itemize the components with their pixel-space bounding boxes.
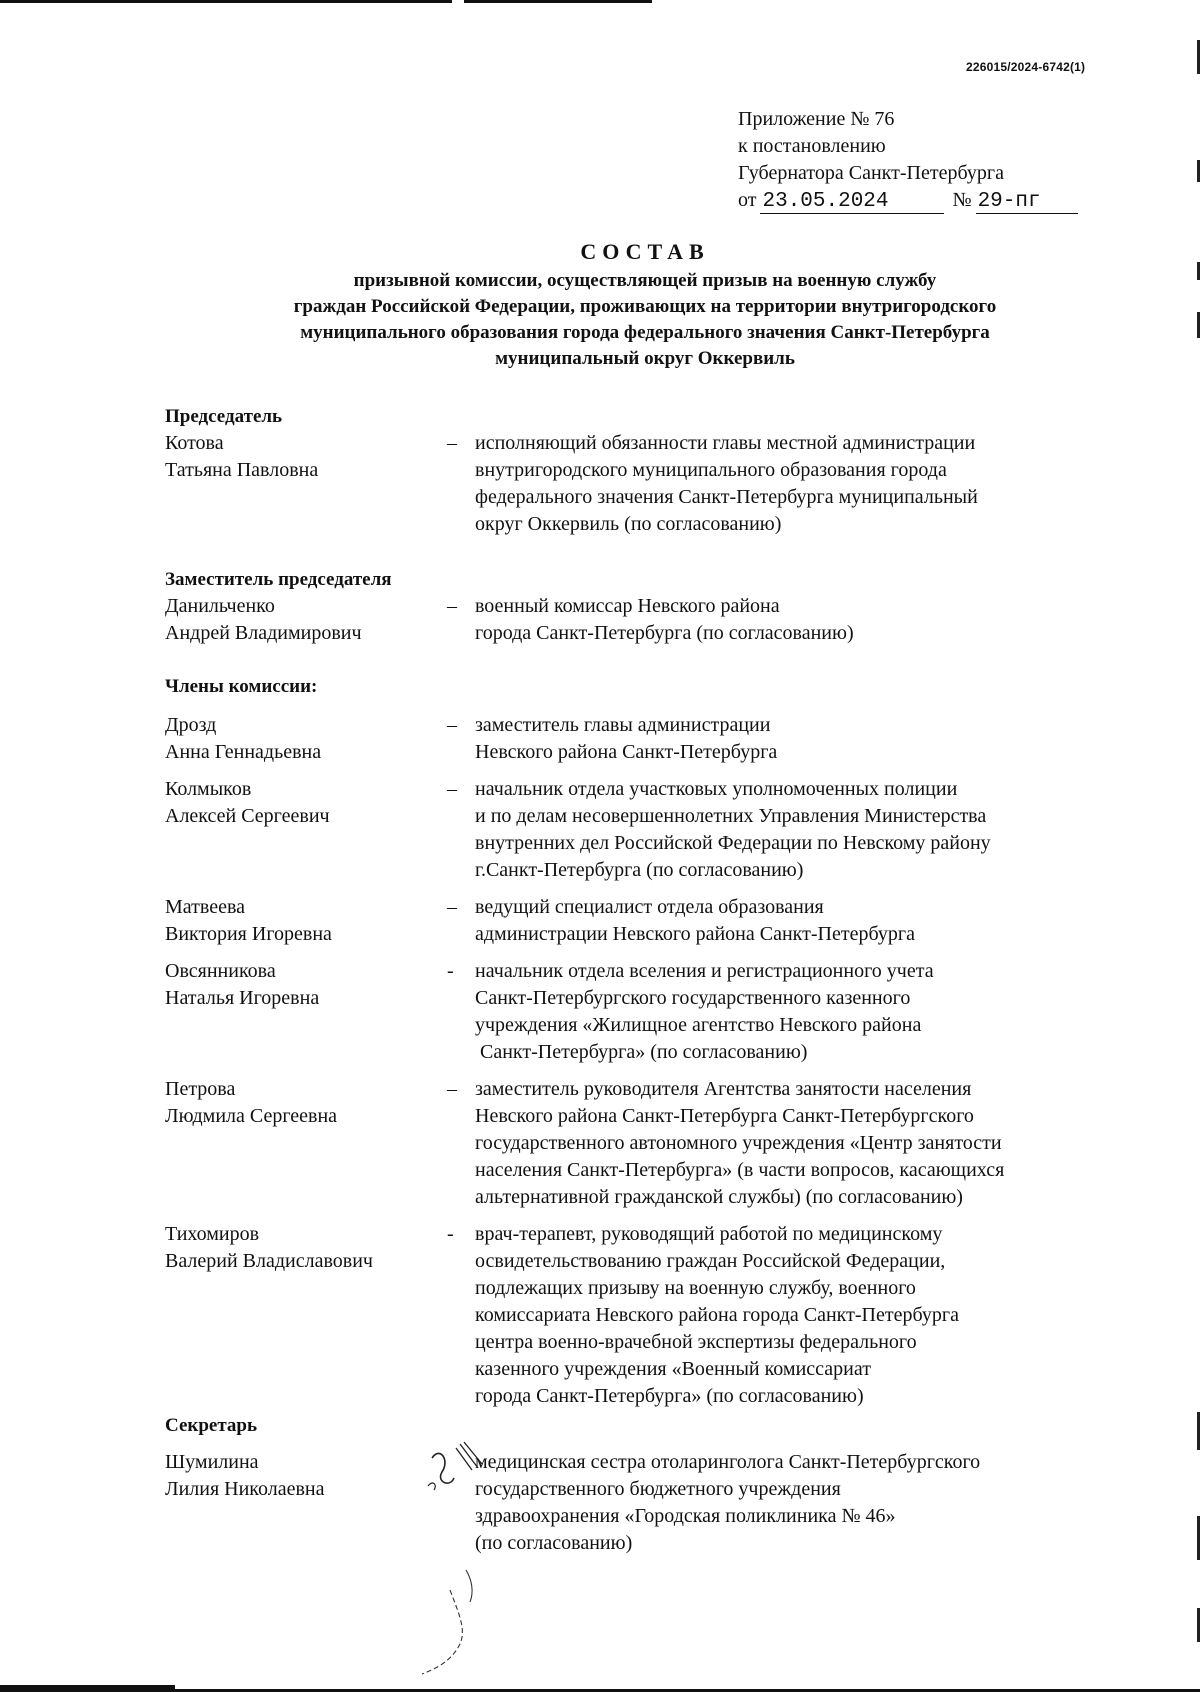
member-entry	[165, 1076, 1125, 1211]
member-position-line: (по согласованию)	[475, 1532, 633, 1554]
member-position	[475, 430, 1125, 538]
section-spacer	[165, 647, 1125, 673]
member-name	[165, 712, 447, 766]
member-entry	[165, 776, 1125, 884]
member-name	[165, 776, 447, 884]
member-position	[475, 958, 1125, 1066]
member-position-line: Санкт-Петербурга» (по согласованию)	[475, 1041, 808, 1063]
member-name	[165, 430, 447, 538]
number-value: 29-пг	[976, 191, 1078, 214]
member-position-line: Санкт-Петербургского государственного казенного	[475, 987, 911, 1009]
member-name-line: Колмыков	[165, 778, 252, 800]
member-position	[475, 1076, 1125, 1211]
member-entry	[165, 1221, 1125, 1410]
section-title-secretary: Секретарь	[165, 1415, 258, 1436]
entry-dash: –	[447, 432, 457, 454]
scan-artifact-top-right	[464, 0, 652, 3]
member-entry	[165, 958, 1125, 1066]
section-title-deputy: Заместитель председателя	[165, 569, 392, 590]
member-position-line: и по делам несовершеннолетних Управления Министерства	[475, 805, 987, 827]
member-position	[475, 712, 1125, 766]
member-position-line: подлежащих призыву на военную службу, военного	[475, 1277, 916, 1299]
entry-spacer	[165, 1211, 1125, 1221]
member-entry	[165, 593, 1125, 647]
entry-spacer	[165, 766, 1125, 776]
document-heading	[0, 236, 1200, 372]
member-position-line: казенного учреждения «Военный комиссариат	[475, 1358, 871, 1380]
member-name-line: Тихомиров	[165, 1223, 260, 1245]
member-name-line: Наталья Игоревна	[165, 987, 320, 1009]
member-name-line: Матвеева	[165, 896, 246, 918]
member-name	[165, 1449, 447, 1557]
document-title: СОСТАВ	[580, 239, 710, 264]
member-position-line: военный комиссар Невского района	[475, 595, 780, 617]
subtitle-line: муниципального образования города федерального значения Санкт-Петербурга	[300, 322, 990, 343]
member-position	[475, 1221, 1125, 1410]
signature-stamp-mark	[420, 1440, 540, 1680]
date-prefix: от	[738, 189, 757, 211]
member-position-line: медицинская сестра отоларинголога Санкт-Петербургского	[475, 1451, 981, 1473]
member-position	[475, 776, 1125, 884]
entry-dash: –	[447, 778, 457, 800]
member-position-line: города Санкт-Петербурга (по согласованию)	[475, 622, 854, 644]
scan-artifact-bottom-left	[0, 1685, 175, 1692]
member-position	[475, 593, 1125, 647]
member-name-line: Дрозд	[165, 714, 217, 736]
entry-dash: –	[447, 1078, 457, 1100]
subtitle-line: граждан Российской Федерации, проживающих на территории внутригородского	[293, 296, 997, 317]
member-position-line: Невского района Санкт-Петербурга	[475, 741, 778, 763]
member-position-line: врач-терапевт, руководящий работой по медицинскому	[475, 1223, 943, 1245]
entry-spacer	[165, 1066, 1125, 1076]
member-entry	[165, 430, 1125, 538]
member-name	[165, 958, 447, 1066]
member-name-line: Татьяна Павловна	[165, 459, 319, 481]
member-name-line: Людмила Сергеевна	[165, 1105, 338, 1127]
member-position-line: Невского района Санкт-Петербурга Санкт-Петербургского	[475, 1105, 974, 1127]
appendix-line: Приложение № 76	[738, 108, 895, 130]
member-name-line: Петрова	[165, 1078, 236, 1100]
member-entry	[165, 894, 1125, 948]
member-position-line: ведущий специалист отдела образования	[475, 896, 824, 918]
member-position-line: г.Санкт-Петербурга (по согласованию)	[475, 859, 804, 881]
date-value: 23.05.2024	[760, 191, 944, 214]
section-title-chair: Председатель	[165, 406, 283, 427]
member-position-line: комиссариата Невского района города Санкт-Петербурга	[475, 1304, 959, 1326]
member-name-line: Шумилина	[165, 1451, 259, 1473]
document-subtitle	[90, 268, 1200, 372]
member-name-line: Котова	[165, 432, 224, 454]
member-position-line: округ Оккервиль (по согласованию)	[475, 513, 782, 535]
member-position-line: освидетельствованию граждан Российской Федерации,	[475, 1250, 946, 1272]
member-name	[165, 593, 447, 647]
member-entry	[165, 712, 1125, 766]
entry-dash: –	[447, 595, 457, 617]
member-name-line: Данильченко	[165, 595, 275, 617]
number-sign: №	[952, 189, 972, 211]
member-position-line: федерального значения Санкт-Петербурга муниципальный	[475, 486, 978, 508]
section-spacer	[165, 538, 1125, 566]
member-position	[475, 894, 1125, 948]
section-title-members: Члены комиссии:	[165, 676, 318, 697]
member-position-line: альтернативной гражданской службы) (по согласованию)	[475, 1186, 963, 1208]
member-position-line: администрации Невского района Санкт-Петербурга	[475, 923, 915, 945]
member-position-line: заместитель главы администрации	[475, 714, 771, 736]
appendix-line: Губернатора Санкт-Петербурга	[738, 162, 1004, 184]
member-position-line: государственного автономного учреждения «Центр занятости	[475, 1132, 1002, 1154]
entry-spacer	[165, 884, 1125, 894]
member-position-line: исполняющий обязанности главы местной администрации	[475, 432, 976, 454]
member-name-line: Валерий Владиславович	[165, 1250, 373, 1272]
member-name-line: Андрей Владимирович	[165, 622, 362, 644]
appendix-line: к постановлению	[738, 135, 886, 157]
member-name-line: Овсянникова	[165, 960, 276, 982]
member-position-line: внутригородского муниципального образования города	[475, 459, 947, 481]
member-position-line: населения Санкт-Петербурга» (в части вопросов, касающихся	[475, 1159, 1005, 1181]
member-position-line: начальник отдела участковых уполномоченных полиции	[475, 778, 958, 800]
subtitle-line: призывной комиссии, осуществляющей призыв на военную службу	[353, 270, 937, 291]
member-position-line: здравоохранения «Городская поликлиника № 46»	[475, 1505, 896, 1527]
document-id: 226015/2024-6742(1)	[966, 60, 1086, 74]
member-name-line: Лилия Николаевна	[165, 1478, 325, 1500]
entry-dash: -	[447, 1223, 454, 1245]
member-name	[165, 1076, 447, 1211]
entry-dash: -	[447, 960, 454, 982]
member-position-line: начальник отдела вселения и регистрационного учета	[475, 960, 934, 982]
entry-dash: –	[447, 714, 457, 736]
member-name-line: Алексей Сергеевич	[165, 805, 330, 827]
member-position-line: города Санкт-Петербурга» (по согласованию)	[475, 1385, 864, 1407]
member-name	[165, 894, 447, 948]
member-name-line: Виктория Игоревна	[165, 923, 332, 945]
entry-dash: –	[447, 896, 457, 918]
appendix-block	[738, 106, 1078, 214]
member-position-line: центра военно-врачебной экспертизы федерального	[475, 1331, 917, 1353]
scan-artifact-top-left	[0, 0, 452, 3]
member-position-line: внутренних дел Российской Федерации по Невскому району	[475, 832, 991, 854]
member-position-line: государственного бюджетного учреждения	[475, 1478, 841, 1500]
member-position-line: заместитель руководителя Агентства занятости населения	[475, 1078, 972, 1100]
commission-roster	[165, 403, 1125, 1557]
member-position	[475, 1449, 1125, 1557]
entry-spacer	[165, 948, 1125, 958]
subtitle-line: муниципальный округ Оккервиль	[495, 348, 795, 369]
member-name-line: Анна Геннадьевна	[165, 741, 322, 763]
appendix-date-row	[738, 187, 1078, 214]
member-entry	[165, 1449, 1125, 1557]
member-name	[165, 1221, 447, 1410]
member-position-line: учреждения «Жилищное агентство Невского района	[475, 1014, 922, 1036]
